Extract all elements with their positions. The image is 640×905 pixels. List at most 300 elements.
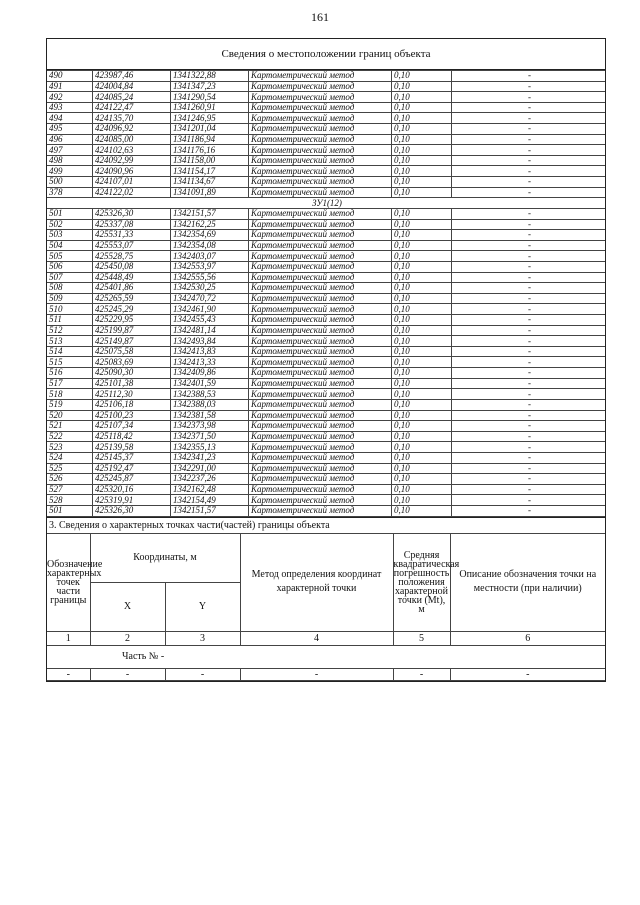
precision: 0,10 xyxy=(392,431,452,442)
precision: 0,10 xyxy=(392,325,452,336)
table-row xyxy=(47,304,605,315)
col-number: 3 xyxy=(165,631,240,645)
description: - xyxy=(452,474,606,485)
coord-x: 424122,47 xyxy=(93,102,171,113)
method: Картометрический метод xyxy=(249,346,392,357)
precision: 0,10 xyxy=(392,346,452,357)
table-row xyxy=(47,431,605,442)
table-row xyxy=(47,399,605,410)
col-number: 5 xyxy=(393,631,450,645)
method: Картометрический метод xyxy=(249,474,392,485)
table-row xyxy=(47,283,605,294)
coord-y: 1342455,43 xyxy=(171,315,249,326)
point-number: 517 xyxy=(47,378,93,389)
col-precision-header: Средняя квадратическая погрешность положения характерной точки (Mt), м xyxy=(393,533,450,631)
coord-y: 1342470,72 xyxy=(171,293,249,304)
description: - xyxy=(452,145,606,156)
coord-x: 425245,29 xyxy=(93,304,171,315)
point-number: 518 xyxy=(47,389,93,400)
dash-cell: - xyxy=(393,668,450,680)
method: Картометрический метод xyxy=(249,484,392,495)
method: Картометрический метод xyxy=(249,452,392,463)
precision: 0,10 xyxy=(392,463,452,474)
table-row xyxy=(47,166,605,177)
point-number: 502 xyxy=(47,219,93,230)
precision: 0,10 xyxy=(392,92,452,103)
section-title: Сведения о местоположении границ объекта xyxy=(47,39,605,70)
point-number: 509 xyxy=(47,293,93,304)
table-row xyxy=(47,81,605,92)
precision: 0,10 xyxy=(392,293,452,304)
precision: 0,10 xyxy=(392,272,452,283)
coord-y: 1342381,58 xyxy=(171,410,249,421)
method: Картометрический метод xyxy=(249,368,392,379)
document-table-frame xyxy=(46,38,606,682)
table-row xyxy=(47,463,605,474)
point-number: 523 xyxy=(47,442,93,453)
col-number: 4 xyxy=(240,631,393,645)
table-row xyxy=(47,357,605,368)
coord-x: 425090,30 xyxy=(93,368,171,379)
method: Картометрический метод xyxy=(249,177,392,188)
coord-y: 1341154,17 xyxy=(171,166,249,177)
point-number: 494 xyxy=(47,113,93,124)
table-row xyxy=(47,495,605,506)
description: - xyxy=(452,495,606,506)
coord-y: 1341158,00 xyxy=(171,155,249,166)
method: Картометрический метод xyxy=(249,463,392,474)
coord-y: 1342371,50 xyxy=(171,431,249,442)
precision: 0,10 xyxy=(392,145,452,156)
coord-y: 1342553,97 xyxy=(171,261,249,272)
coord-x: 425245,87 xyxy=(93,474,171,485)
coord-x: 424096,92 xyxy=(93,124,171,135)
subheading-row xyxy=(47,198,605,209)
coord-x: 425083,69 xyxy=(93,357,171,368)
description: - xyxy=(452,134,606,145)
coord-y: 1342403,07 xyxy=(171,251,249,262)
method: Картометрический метод xyxy=(249,505,392,516)
precision: 0,10 xyxy=(392,505,452,516)
method: Картометрический метод xyxy=(249,187,392,198)
table-row xyxy=(47,219,605,230)
point-number: 525 xyxy=(47,463,93,474)
point-number: 515 xyxy=(47,357,93,368)
col-desc-header: Описание обозначения точки на местности (при наличии) xyxy=(450,533,605,631)
dash-cell: - xyxy=(90,668,165,680)
coord-y: 1342151,57 xyxy=(171,208,249,219)
precision: 0,10 xyxy=(392,124,452,135)
precision: 0,10 xyxy=(392,368,452,379)
point-number: 492 xyxy=(47,92,93,103)
precision: 0,10 xyxy=(392,113,452,124)
method: Картометрический метод xyxy=(249,399,392,410)
table-row xyxy=(47,92,605,103)
table-row xyxy=(47,134,605,145)
description: - xyxy=(452,378,606,389)
method: Картометрический метод xyxy=(249,240,392,251)
coord-x: 425139,58 xyxy=(93,442,171,453)
precision: 0,10 xyxy=(392,219,452,230)
coord-x: 425100,23 xyxy=(93,410,171,421)
point-number: 520 xyxy=(47,410,93,421)
description: - xyxy=(452,102,606,113)
table-row xyxy=(47,410,605,421)
precision: 0,10 xyxy=(392,261,452,272)
table-row xyxy=(47,452,605,463)
method: Картометрический метод xyxy=(249,315,392,326)
table-row xyxy=(47,272,605,283)
description: - xyxy=(452,368,606,379)
point-number: 495 xyxy=(47,124,93,135)
method: Картометрический метод xyxy=(249,325,392,336)
coord-y: 1342355,13 xyxy=(171,442,249,453)
coord-x: 425145,37 xyxy=(93,452,171,463)
table-row xyxy=(47,368,605,379)
description: - xyxy=(452,431,606,442)
description: - xyxy=(452,124,606,135)
precision: 0,10 xyxy=(392,240,452,251)
coord-x: 425531,33 xyxy=(93,230,171,241)
table-row xyxy=(47,113,605,124)
point-number: 491 xyxy=(47,81,93,92)
point-number: 508 xyxy=(47,283,93,294)
point-number: 513 xyxy=(47,336,93,347)
coord-x: 425229,95 xyxy=(93,315,171,326)
coord-x: 425265,59 xyxy=(93,293,171,304)
description: - xyxy=(452,410,606,421)
method: Картометрический метод xyxy=(249,272,392,283)
col-method-header: Метод определения координат характерной точки xyxy=(240,533,393,631)
table-row xyxy=(47,336,605,347)
method: Картометрический метод xyxy=(249,102,392,113)
coord-y: 1342388,53 xyxy=(171,389,249,400)
description: - xyxy=(452,484,606,495)
coord-y: 1341186,94 xyxy=(171,134,249,145)
method: Картометрический метод xyxy=(249,71,392,82)
description: - xyxy=(452,272,606,283)
point-number: 516 xyxy=(47,368,93,379)
coord-y: 1341201,04 xyxy=(171,124,249,135)
point-number: 506 xyxy=(47,261,93,272)
coord-x: 423987,46 xyxy=(93,71,171,82)
section3-title: 3. Сведения о характерных точках части(частей) границы объекта xyxy=(47,517,605,533)
point-number: 503 xyxy=(47,230,93,241)
method: Картометрический метод xyxy=(249,431,392,442)
dash-cell: - xyxy=(240,668,393,680)
method: Картометрический метод xyxy=(249,134,392,145)
method: Картометрический метод xyxy=(249,495,392,506)
precision: 0,10 xyxy=(392,336,452,347)
coord-x: 425319,91 xyxy=(93,495,171,506)
method: Картометрический метод xyxy=(249,124,392,135)
coord-y: 1342413,83 xyxy=(171,346,249,357)
dash-cell: - xyxy=(47,668,90,680)
method: Картометрический метод xyxy=(249,261,392,272)
coord-x: 424085,24 xyxy=(93,92,171,103)
dash-cell: - xyxy=(165,668,240,680)
description: - xyxy=(452,315,606,326)
precision: 0,10 xyxy=(392,378,452,389)
point-number: 496 xyxy=(47,134,93,145)
coord-y: 1342237,26 xyxy=(171,474,249,485)
precision: 0,10 xyxy=(392,389,452,400)
coord-y: 1342401,59 xyxy=(171,378,249,389)
coord-y: 1342481,14 xyxy=(171,325,249,336)
point-number: 504 xyxy=(47,240,93,251)
table-row xyxy=(47,177,605,188)
part-label: Часть № - xyxy=(47,645,605,668)
description: - xyxy=(452,251,606,262)
table-row xyxy=(47,187,605,198)
point-number: 501 xyxy=(47,208,93,219)
description: - xyxy=(452,187,606,198)
description: - xyxy=(452,92,606,103)
table-row xyxy=(47,251,605,262)
coord-x: 425528,75 xyxy=(93,251,171,262)
point-number: 511 xyxy=(47,315,93,326)
table-row xyxy=(47,230,605,241)
point-number: 527 xyxy=(47,484,93,495)
description: - xyxy=(452,240,606,251)
page-number: 161 xyxy=(311,10,329,24)
col-number: 2 xyxy=(90,631,165,645)
coord-y: 1342461,90 xyxy=(171,304,249,315)
table-row xyxy=(47,421,605,432)
precision: 0,10 xyxy=(392,495,452,506)
method: Картометрический метод xyxy=(249,293,392,304)
table-row xyxy=(47,240,605,251)
coord-y: 1341176,16 xyxy=(171,145,249,156)
table-row xyxy=(47,261,605,272)
description: - xyxy=(452,346,606,357)
description: - xyxy=(452,336,606,347)
col-x-header: X xyxy=(90,582,165,631)
dash-cell: - xyxy=(450,668,605,680)
method: Картометрический метод xyxy=(249,166,392,177)
coord-x: 425106,18 xyxy=(93,399,171,410)
col-point-header: Обозначение характерных точек части границы xyxy=(47,533,90,631)
point-number: 512 xyxy=(47,325,93,336)
method: Картометрический метод xyxy=(249,421,392,432)
coord-y: 1342162,48 xyxy=(171,484,249,495)
coord-y: 1341091,89 xyxy=(171,187,249,198)
table-row xyxy=(47,71,605,82)
table-row xyxy=(47,346,605,357)
point-number: 490 xyxy=(47,71,93,82)
coord-y: 1342354,08 xyxy=(171,240,249,251)
point-number: 524 xyxy=(47,452,93,463)
description: - xyxy=(452,325,606,336)
precision: 0,10 xyxy=(392,357,452,368)
coord-x: 425448,49 xyxy=(93,272,171,283)
coord-x: 425101,38 xyxy=(93,378,171,389)
description: - xyxy=(452,399,606,410)
method: Картометрический метод xyxy=(249,219,392,230)
method: Картометрический метод xyxy=(249,208,392,219)
coord-x: 424004,84 xyxy=(93,81,171,92)
precision: 0,10 xyxy=(392,304,452,315)
table-row xyxy=(47,389,605,400)
precision: 0,10 xyxy=(392,102,452,113)
description: - xyxy=(452,219,606,230)
table-row xyxy=(47,484,605,495)
coord-x: 425112,30 xyxy=(93,389,171,400)
description: - xyxy=(452,155,606,166)
method: Картометрический метод xyxy=(249,251,392,262)
coord-y: 1342154,49 xyxy=(171,495,249,506)
coord-y: 1341260,91 xyxy=(171,102,249,113)
precision: 0,10 xyxy=(392,187,452,198)
coord-y: 1342373,98 xyxy=(171,421,249,432)
table-row xyxy=(47,505,605,516)
description: - xyxy=(452,283,606,294)
point-number: 493 xyxy=(47,102,93,113)
coord-y: 1342493,84 xyxy=(171,336,249,347)
coord-y: 1342413,33 xyxy=(171,357,249,368)
precision: 0,10 xyxy=(392,177,452,188)
point-number: 528 xyxy=(47,495,93,506)
coord-x: 424102,63 xyxy=(93,145,171,156)
method: Картометрический метод xyxy=(249,113,392,124)
precision: 0,10 xyxy=(392,452,452,463)
coord-x: 424107,01 xyxy=(93,177,171,188)
coord-y: 1342388,03 xyxy=(171,399,249,410)
precision: 0,10 xyxy=(392,71,452,82)
coord-y: 1341246,95 xyxy=(171,113,249,124)
table-row xyxy=(47,378,605,389)
table-row xyxy=(47,208,605,219)
description: - xyxy=(452,166,606,177)
table-row xyxy=(47,474,605,485)
table-row xyxy=(47,315,605,326)
coord-y: 1341322,88 xyxy=(171,71,249,82)
point-number: 497 xyxy=(47,145,93,156)
coord-x: 424085,00 xyxy=(93,134,171,145)
description: - xyxy=(452,230,606,241)
coord-x: 425149,87 xyxy=(93,336,171,347)
point-number: 501 xyxy=(47,505,93,516)
description: - xyxy=(452,442,606,453)
coord-x: 425320,16 xyxy=(93,484,171,495)
precision: 0,10 xyxy=(392,166,452,177)
precision: 0,10 xyxy=(392,208,452,219)
precision: 0,10 xyxy=(392,484,452,495)
precision: 0,10 xyxy=(392,315,452,326)
coord-x: 425450,08 xyxy=(93,261,171,272)
precision: 0,10 xyxy=(392,474,452,485)
col-number: 1 xyxy=(47,631,90,645)
description: - xyxy=(452,293,606,304)
precision: 0,10 xyxy=(392,442,452,453)
point-number: 510 xyxy=(47,304,93,315)
precision: 0,10 xyxy=(392,283,452,294)
precision: 0,10 xyxy=(392,251,452,262)
point-number: 500 xyxy=(47,177,93,188)
description: - xyxy=(452,177,606,188)
description: - xyxy=(452,71,606,82)
point-number: 526 xyxy=(47,474,93,485)
method: Картометрический метод xyxy=(249,155,392,166)
description: - xyxy=(452,81,606,92)
description: - xyxy=(452,357,606,368)
precision: 0,10 xyxy=(392,155,452,166)
points-table xyxy=(47,70,605,517)
method: Картометрический метод xyxy=(249,145,392,156)
coord-y: 1342162,25 xyxy=(171,219,249,230)
precision: 0,10 xyxy=(392,410,452,421)
point-number: 519 xyxy=(47,399,93,410)
point-number: 498 xyxy=(47,155,93,166)
coord-y: 1342530,25 xyxy=(171,283,249,294)
precision: 0,10 xyxy=(392,230,452,241)
coord-x: 424092,99 xyxy=(93,155,171,166)
table-row xyxy=(47,102,605,113)
method: Картометрический метод xyxy=(249,304,392,315)
coord-x: 425192,47 xyxy=(93,463,171,474)
table-row xyxy=(47,124,605,135)
description: - xyxy=(452,505,606,516)
coord-x: 424135,70 xyxy=(93,113,171,124)
coord-y: 1341347,23 xyxy=(171,81,249,92)
parcel-subheading: ЗУ1(12) xyxy=(47,198,605,209)
coord-x: 425199,87 xyxy=(93,325,171,336)
coord-y: 1342354,69 xyxy=(171,230,249,241)
method: Картометрический метод xyxy=(249,283,392,294)
coord-x: 425107,34 xyxy=(93,421,171,432)
precision: 0,10 xyxy=(392,421,452,432)
coord-x: 424090,96 xyxy=(93,166,171,177)
section3-table xyxy=(47,533,605,681)
table-row xyxy=(47,155,605,166)
description: - xyxy=(452,452,606,463)
method: Картометрический метод xyxy=(249,357,392,368)
coord-y: 1342341,23 xyxy=(171,452,249,463)
method: Картометрический метод xyxy=(249,336,392,347)
coord-x: 425326,30 xyxy=(93,208,171,219)
table-row xyxy=(47,145,605,156)
coord-x: 425337,08 xyxy=(93,219,171,230)
method: Картометрический метод xyxy=(249,92,392,103)
precision: 0,10 xyxy=(392,399,452,410)
point-number: 514 xyxy=(47,346,93,357)
point-number: 522 xyxy=(47,431,93,442)
coord-x: 425118,42 xyxy=(93,431,171,442)
coord-y: 1342291,00 xyxy=(171,463,249,474)
table-row xyxy=(47,293,605,304)
coord-x: 425401,86 xyxy=(93,283,171,294)
description: - xyxy=(452,463,606,474)
coord-x: 424122,02 xyxy=(93,187,171,198)
method: Картометрический метод xyxy=(249,410,392,421)
description: - xyxy=(452,421,606,432)
description: - xyxy=(452,304,606,315)
table-row xyxy=(47,442,605,453)
description: - xyxy=(452,261,606,272)
method: Картометрический метод xyxy=(249,378,392,389)
precision: 0,10 xyxy=(392,134,452,145)
point-number: 505 xyxy=(47,251,93,262)
method: Картометрический метод xyxy=(249,81,392,92)
coord-y: 1341134,67 xyxy=(171,177,249,188)
point-number: 378 xyxy=(47,187,93,198)
coord-y: 1342409,86 xyxy=(171,368,249,379)
description: - xyxy=(452,208,606,219)
col-coords-header: Координаты, м xyxy=(90,533,240,582)
method: Картометрический метод xyxy=(249,230,392,241)
method: Картометрический метод xyxy=(249,442,392,453)
coord-y: 1342151,57 xyxy=(171,505,249,516)
